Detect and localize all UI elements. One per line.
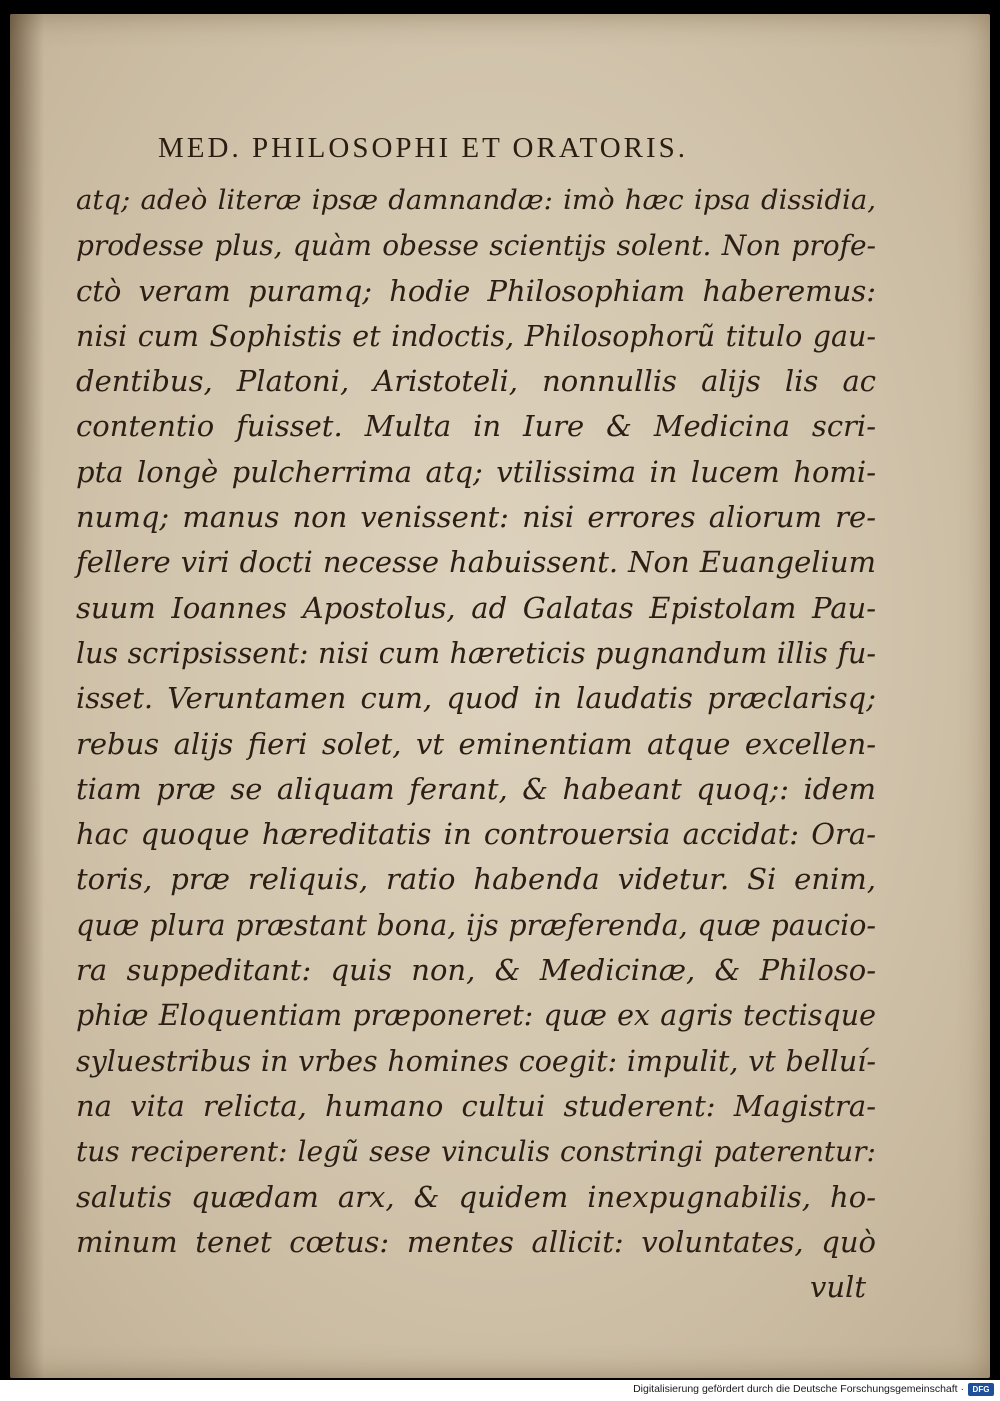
text-line: na vita relicta, humano cultui studerent: Magistra-	[76, 1088, 876, 1123]
text-line: hac quoque hæreditatis in controuersia accidat: Ora-	[76, 817, 876, 852]
text-line: quæ plura præstant bona, ijs præferenda, quæ paucio-	[76, 908, 876, 942]
text-line: salutis quædam arx, & quidem inexpugnabilis, ho-	[76, 1179, 876, 1214]
text-line: syluestribus in vrbes homines coegit: impulit, vt belluí-	[76, 1044, 876, 1078]
text-line: fellere viri docti necesse habuissent. Non Euangelium	[76, 545, 876, 580]
text-line: atq; adeò literæ ipsæ damnandæ: imò hæc ipsa dissidia,	[76, 184, 876, 216]
text-line: tus reciperent: legũ sese vinculis constringi paterentur:	[76, 1135, 876, 1169]
body-text	[76, 178, 876, 1310]
running-head: MED. PHILOSOPHI ET ORATORIS.	[158, 132, 689, 164]
text-line: isset. Veruntamen cum, quod in laudatis præclarisq;	[76, 681, 876, 716]
funding-credit: Digitalisierung gefördert durch die Deutsche Forschungsgemeinschaft ·	[633, 1383, 964, 1395]
text-line: phiæ Eloquentiam præponeret: quæ ex agris tectisque	[76, 999, 876, 1033]
text-line: nisi cum Sophistis et indoctis, Philosophorũ titulo gau-	[76, 319, 876, 353]
dfg-logo-icon[interactable]: DFG	[968, 1383, 994, 1396]
text-line: lus scripsissent: nisi cum hæreticis pugnandum illis fu-	[76, 636, 876, 670]
footer-bar	[0, 1380, 1000, 1401]
text-line: contentio fuisset. Multa in Iure & Medicina scri-	[76, 409, 876, 444]
text-line: toris, præ reliquis, ratio habenda videtur. Si enim,	[76, 862, 876, 897]
page-gutter-shadow	[10, 14, 44, 1378]
text-line: minum tenet cœtus: mentes allicit: voluntates, quò	[76, 1224, 876, 1259]
text-line: tiam præ se aliquam ferant, & habeant quoq;: idem	[76, 771, 876, 806]
text-line: numq; manus non venissent: nisi errores aliorum re-	[76, 500, 876, 535]
text-line: ra suppeditant: quis non, & Medicinæ, & Philoso-	[76, 953, 876, 988]
text-line: pta longè pulcherrima atq; vtilissima in lucem homi-	[76, 454, 876, 489]
text-line: suum Ioannes Apostolus, ad Galatas Epistolam Pau-	[76, 590, 876, 625]
text-line: ctò veram puramq; hodie Philosophiam haberemus:	[76, 273, 876, 308]
text-line: dentibus, Platoni, Aristoteli, nonnullis alijs lis ac	[76, 364, 876, 399]
scanned-page	[10, 14, 990, 1378]
text-line: prodesse plus, quàm obesse scientijs solent. Non profe-	[76, 229, 876, 263]
catchword: vult	[810, 1270, 866, 1305]
text-line: rebus alijs fieri solet, vt eminentiam atque excellen-	[76, 726, 876, 761]
